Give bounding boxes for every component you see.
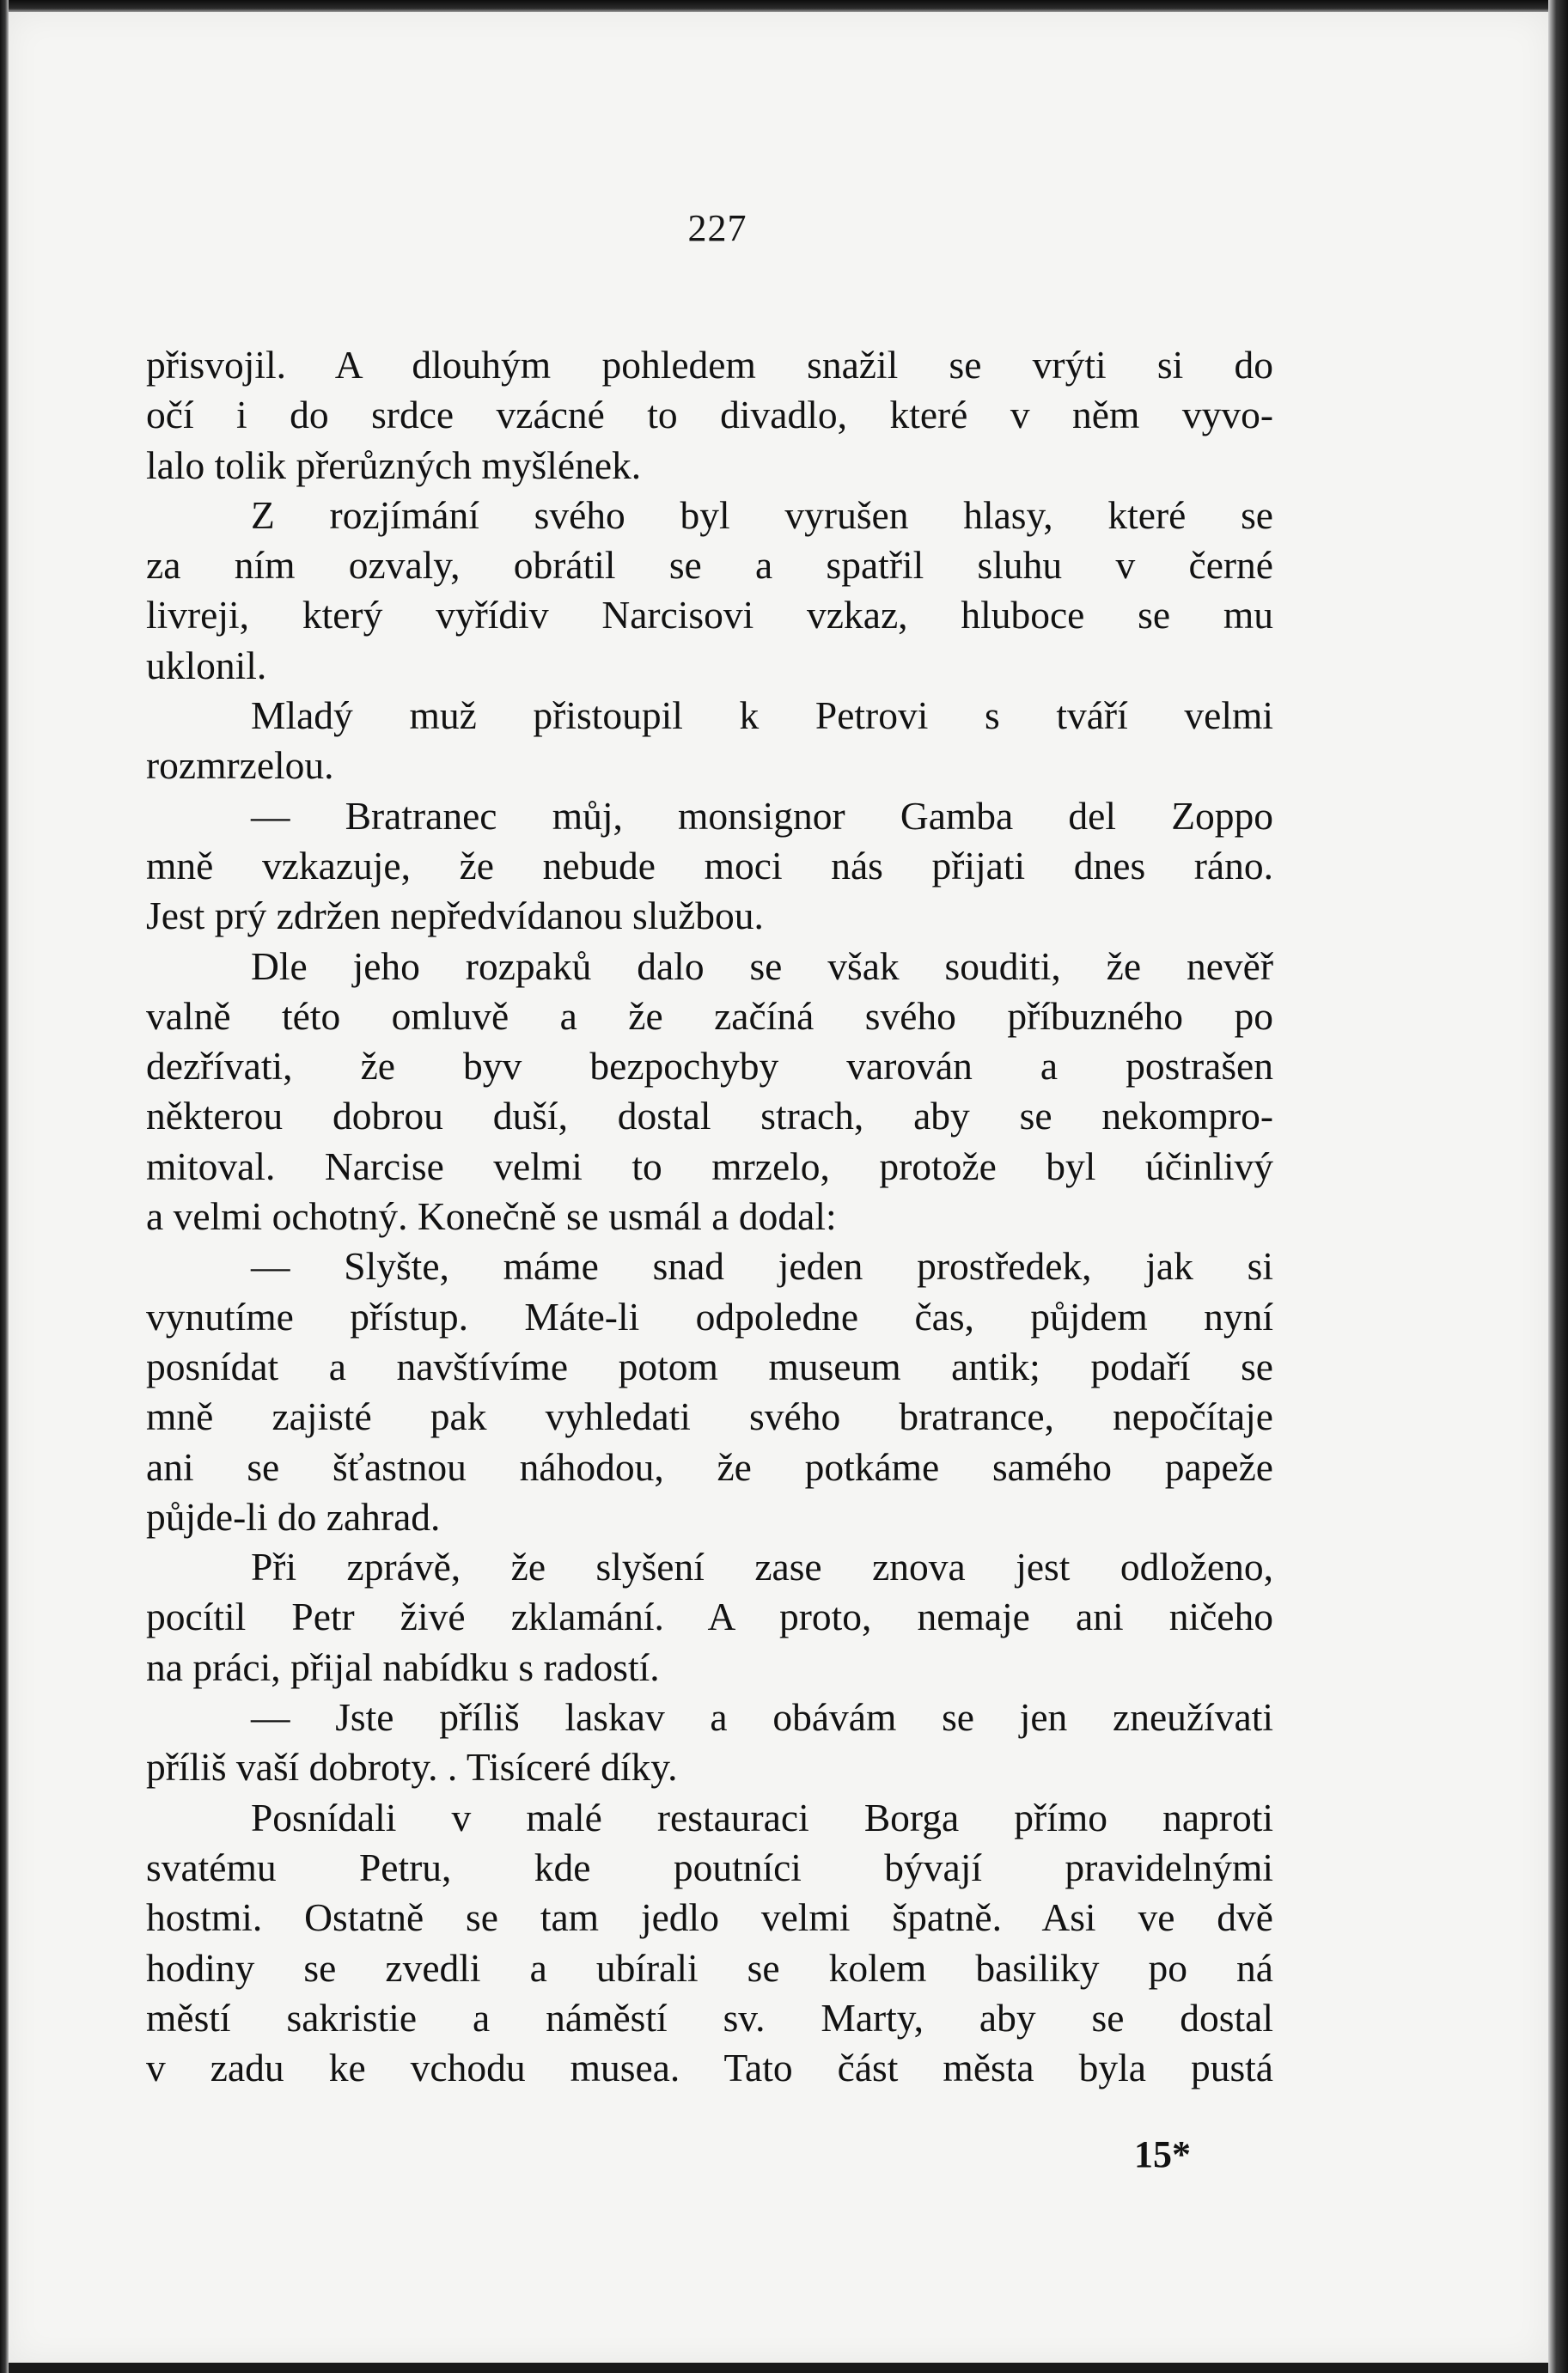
text-line: ani se šťastnou náhodou, že potkáme samého papeže — [146, 1444, 1273, 1489]
scan-edge-right — [1548, 0, 1568, 2373]
book-page — [9, 12, 1548, 2363]
text-line: v zadu ke vchodu musea. Tato část města byla pustá — [146, 2046, 1273, 2090]
signature-mark: 15* — [1134, 2133, 1191, 2175]
text-line: vynutíme přístup. Máte-li odpoledne čas, půjdem nyní — [146, 1294, 1273, 1339]
text-line: — Bratranec můj, monsignor Gamba del Zoppo — [251, 793, 1273, 838]
text-line: valně této omluvě a že začíná svého příbuzného po — [146, 993, 1273, 1038]
text-line: dezřívati, že byv bezpochyby varován a postrašen — [146, 1044, 1273, 1089]
text-line: — Slyšte, máme snad jeden prostředek, jak si — [251, 1244, 1273, 1289]
text-line: přisvojil. A dlouhým pohledem snažil se vrýti si do — [146, 343, 1273, 387]
text-line: pocítil Petr živé zklamání. A proto, nemaje ani ničeho — [146, 1595, 1273, 1639]
text-line: očí i do srdce vzácné to divadlo, které v něm vyvo- — [146, 393, 1273, 437]
text-line: na práci, přijal nabídku s radostí. — [146, 1644, 660, 1689]
text-line: lalo tolik přerůzných myšlének. — [146, 442, 642, 487]
text-line: Posnídali v malé restauraci Borga přímo naproti — [251, 1795, 1273, 1839]
text-line: livreji, který vyřídiv Narcisovi vzkaz, hluboce se mu — [146, 593, 1273, 637]
text-line: — Jste příliš laskav a obávám se jen zneužívati — [251, 1695, 1273, 1740]
text-line: hostmi. Ostatně se tam jedlo velmi špatně. Asi ve dvě — [146, 1895, 1273, 1940]
text-line: a velmi ochotný. Konečně se usmál a dodal: — [146, 1194, 837, 1239]
text-line: mně zajisté pak vyhledati svého bratrance, nepočítaje — [146, 1394, 1273, 1439]
body-text — [146, 340, 1273, 2093]
text-line: některou dobrou duší, dostal strach, aby se nekompro- — [146, 1094, 1273, 1138]
text-line: posnídat a navštívíme potom museum antik; podaří se — [146, 1344, 1273, 1388]
text-line: rozmrzelou. — [146, 743, 334, 788]
text-line: Dle jeho rozpaků dalo se však souditi, že nevěř — [251, 943, 1273, 988]
text-line: půjde-li do zahrad. — [146, 1494, 441, 1539]
text-line: svatému Petru, kde poutníci bývají pravidelnými — [146, 1845, 1273, 1889]
text-line: Jest prý zdržen nepředvídanou službou. — [146, 894, 764, 938]
text-line: Při zprávě, že slyšení zase znova jest odloženo, — [251, 1545, 1273, 1589]
text-line: městí sakristie a náměstí sv. Marty, aby se dostal — [146, 1995, 1273, 2040]
scan-edge-top — [0, 0, 1568, 12]
text-line: Z rozjímání svého byl vyrušen hlasy, které se — [251, 492, 1273, 537]
text-line: hodiny se zvedli a ubírali se kolem basiliky po ná — [146, 1945, 1273, 1990]
scan-edge-left — [0, 0, 9, 2373]
text-line: za ním ozvaly, obrátil se a spatřil sluhu v černé — [146, 543, 1273, 588]
text-line: uklonil. — [146, 643, 267, 687]
text-line: Mladý muž přistoupil k Petrovi s tváří velmi — [251, 693, 1273, 738]
page-number: 227 — [687, 207, 747, 249]
text-line: mně vzkazuje, že nebude moci nás přijati dnes ráno. — [146, 843, 1273, 888]
text-line: příliš vaší dobroty. . Tisíceré díky. — [146, 1745, 678, 1790]
text-line: mitoval. Narcise velmi to mrzelo, protože byl účinlivý — [146, 1144, 1273, 1188]
